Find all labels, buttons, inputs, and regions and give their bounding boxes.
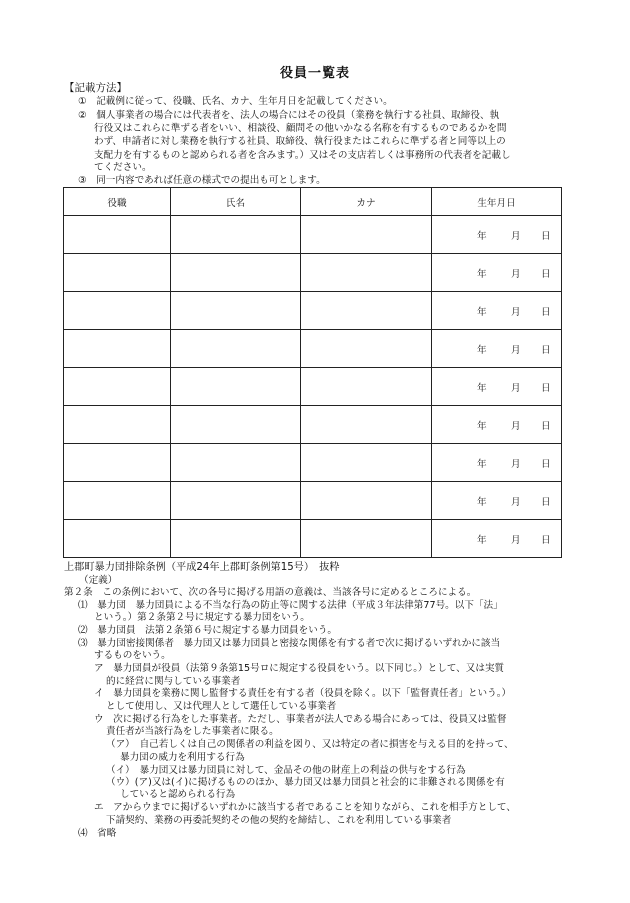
birthdate-cell[interactable] [432,254,562,292]
officer-row [64,444,562,482]
month-label: 月 [511,459,521,470]
month-label: 月 [511,345,521,356]
birthdate-cell[interactable] [432,368,562,406]
ordinance-line: として使用し、又は代理人として選任している事業者 [106,701,337,712]
kana-cell[interactable] [301,330,432,368]
name-cell[interactable] [171,330,301,368]
officer-row [64,368,562,406]
header-position: 役職 [64,188,171,216]
day-label: 日 [541,535,551,546]
year-label: 年 [477,231,487,242]
ordinance-line: ⑶ 暴力団密接関係者 暴力団又は暴力団員と密接な関係を有する者で次に掲げるいずれかに該当 [78,638,501,649]
kana-cell[interactable] [301,444,432,482]
header-name: 氏名 [171,188,301,216]
position-cell[interactable] [64,406,171,444]
name-cell[interactable] [171,368,301,406]
name-cell[interactable] [171,254,301,292]
birthdate-cell[interactable] [432,330,562,368]
year-label: 年 [477,383,487,394]
ordinance-line: ⑴ 暴力団 暴力団員による不当な行為の防止等に関する法律（平成３年法律第77号。以下「法」 [78,600,503,611]
ordinance-line: （イ） 暴力団又は暴力団員に対して、金品その他の財産上の利益の供与をする行為 [106,765,466,776]
position-cell[interactable] [64,292,171,330]
ordinance-line: エ アからウまでに掲げるいずれかに該当する者であることを知りながら、これを相手方として、 [94,802,516,813]
month-label: 月 [511,231,521,242]
ordinance-line: （ウ）(ア)又は(イ)に掲げるもののほか、暴力団又は暴力団員と社会的に非難される関係を有 [106,777,505,788]
name-cell[interactable] [171,406,301,444]
instruction-2-cont: 行役又はこれらに準ずる者をいい、相談役、顧問その他いかなる名称を有するものであるかを問 [94,123,507,134]
officer-table-header [64,188,562,216]
year-label: 年 [477,269,487,280]
name-cell[interactable] [171,520,301,558]
month-label: 月 [511,383,521,394]
method-heading: 【記載方法】 [64,82,127,94]
position-cell[interactable] [64,444,171,482]
ordinance-line: 第２条 この条例において、次の各号に掲げる用語の意義は、当該各号に定めるところによる。 [64,587,477,598]
kana-cell[interactable] [301,216,432,254]
day-label: 日 [541,459,551,470]
birthdate-cell[interactable] [432,292,562,330]
kana-cell[interactable] [301,482,432,520]
ordinance-line: ⑷ 省略 [78,828,117,839]
officer-row [64,254,562,292]
day-label: 日 [541,231,551,242]
day-label: 日 [541,497,551,508]
year-label: 年 [477,307,487,318]
day-label: 日 [541,383,551,394]
position-cell[interactable] [64,254,171,292]
ordinance-line: イ 暴力団員を業務に関し監督する責任を有する者（役員を除く。以下「監督責任者」という。） [94,688,512,699]
officer-row [64,406,562,444]
month-label: 月 [511,421,521,432]
year-label: 年 [477,497,487,508]
officer-table [63,187,562,558]
day-label: 日 [541,421,551,432]
year-label: 年 [477,345,487,356]
ordinance-line: 暴力団の威力を利用する行為 [120,752,245,763]
officer-row [64,330,562,368]
instruction-2-cont: てください。 [94,162,152,173]
instruction-2-cont: わず、申請者に対し業務を執行する社員、取締役、執行役またはこれらに準ずる者と同等以上の [94,136,506,147]
kana-cell[interactable] [301,254,432,292]
position-cell[interactable] [64,520,171,558]
ordinance-line: ア 暴力団員が役員（法第９条第15号ロに規定する役員をいう。以下同じ。）として、又は実質 [94,663,505,674]
position-cell[interactable] [64,216,171,254]
name-cell[interactable] [171,482,301,520]
ordinance-line: していると認められる行為 [120,789,236,800]
document-title: 役員一覧表 [279,66,350,81]
header-birthdate: 生年月日 [432,188,562,216]
kana-cell[interactable] [301,292,432,330]
officer-row [64,482,562,520]
instruction-1: ① 記載例に従って、役職、氏名、カナ、生年月日を記載してください。 [78,96,393,107]
birthdate-cell[interactable] [432,444,562,482]
ordinance-line: という。）第２条第２号に規定する暴力団をいう。 [94,612,310,623]
birthdate-cell[interactable] [432,482,562,520]
officer-row [64,520,562,558]
position-cell[interactable] [64,368,171,406]
officer-row [64,292,562,330]
day-label: 日 [541,269,551,280]
kana-cell[interactable] [301,520,432,558]
ordinance-line: するものをいう。 [94,650,171,661]
year-label: 年 [477,535,487,546]
ordinance-title: 上郡町暴力団排除条例（平成24年上郡町条例第15号） 抜粋 [64,562,340,573]
position-cell[interactable] [64,330,171,368]
month-label: 月 [511,497,521,508]
instruction-2-cont: 支配力を有するものと認められる者を含みます。）又はその支店若しくは事務所の代表者を記載し [94,150,511,161]
month-label: 月 [511,269,521,280]
year-label: 年 [477,459,487,470]
ordinance-line: ウ 次に掲げる行為をした事業者。ただし、事業者が法人である場合にあっては、役員又は監督 [94,714,507,725]
position-cell[interactable] [64,482,171,520]
name-cell[interactable] [171,444,301,482]
officer-row [64,216,562,254]
instruction-2: ② 個人事業者の場合には代表者を、法人の場合にはその役員（業務を執行する社員、取締役、執 [78,110,500,121]
ordinance-section-label: （定義） [79,575,118,586]
instruction-3: ③ 同一内容であれば任意の様式での提出も可とします。 [78,175,326,186]
kana-cell[interactable] [301,406,432,444]
header-kana: カナ [301,188,432,216]
birthdate-cell[interactable] [432,406,562,444]
month-label: 月 [511,307,521,318]
birthdate-cell[interactable] [432,520,562,558]
name-cell[interactable] [171,292,301,330]
day-label: 日 [541,307,551,318]
ordinance-line: （ア） 自己若しくは自己の関係者の利益を図り、又は特定の者に損害を与える目的を持って、 [106,739,514,750]
name-cell[interactable] [171,216,301,254]
day-label: 日 [541,345,551,356]
ordinance-line: 下請契約、業務の再委託契約その他の契約を締結し、これを利用している事業者 [106,815,452,826]
ordinance-line: ⑵ 暴力団員 法第２条第６号に規定する暴力団員をいう。 [78,625,338,636]
kana-cell[interactable] [301,368,432,406]
ordinance-line: 的に経営に関与している事業者 [106,676,241,687]
officer-table-body [64,216,562,558]
month-label: 月 [511,535,521,546]
birthdate-cell[interactable] [432,216,562,254]
ordinance-line: 責任者が当該行為をした事業者に限る。 [106,726,279,737]
year-label: 年 [477,421,487,432]
